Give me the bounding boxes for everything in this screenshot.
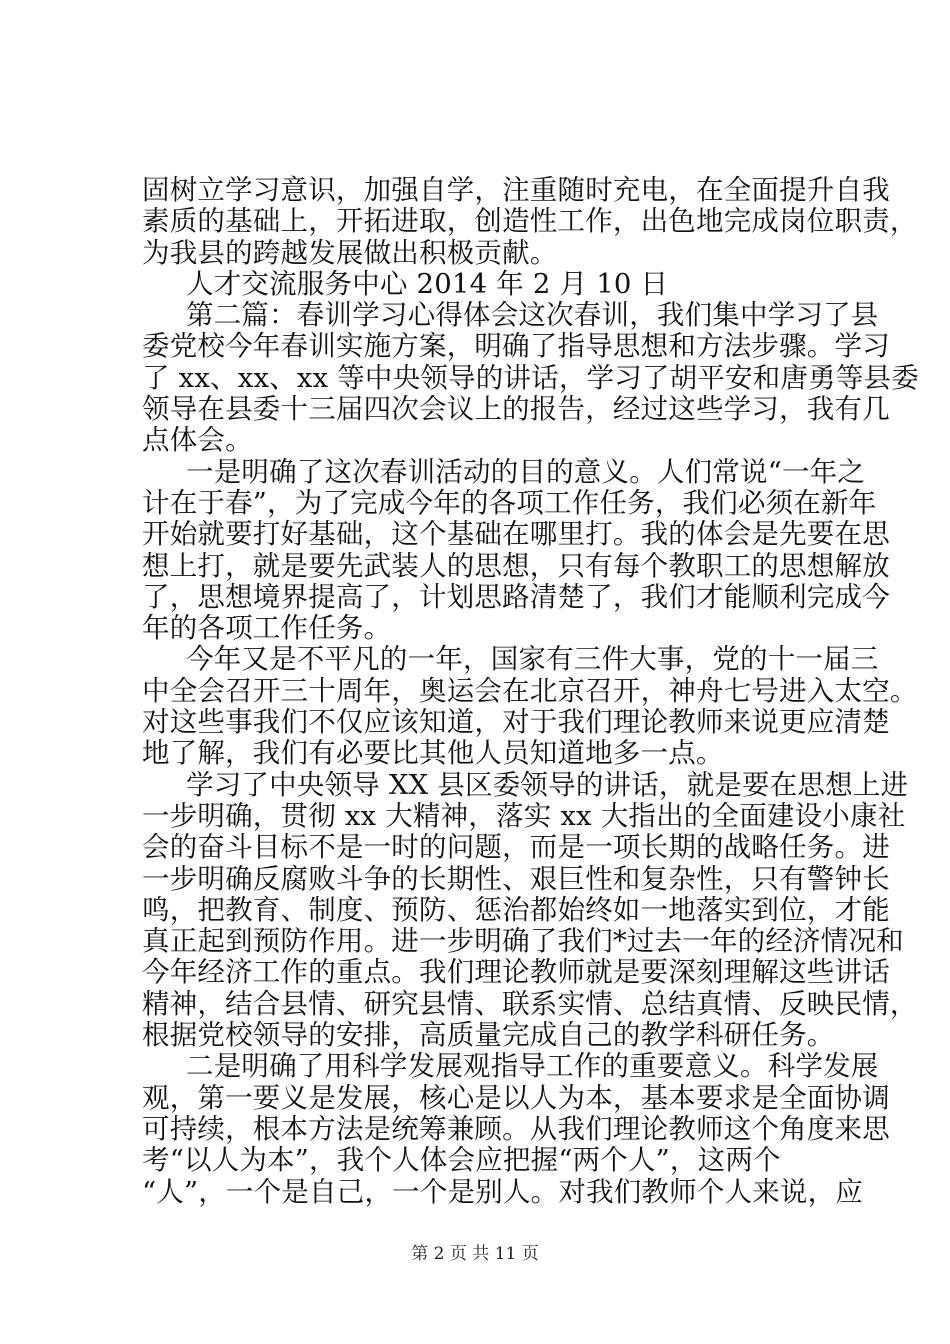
text-line: 想上打，就是要先武装人的思想，只有每个教职工的思想解放 bbox=[142, 549, 890, 582]
text-line: 今年经济工作的重点。我们理论教师就是要深刻理解这些讲话 bbox=[142, 956, 890, 989]
text-line: 人才交流服务中心 2014 年 2 月 10 日 bbox=[186, 267, 669, 300]
text-line: 地了解，我们有必要比其他人员知道地多一点。 bbox=[142, 737, 724, 770]
document-body bbox=[142, 174, 919, 1208]
page-footer: 第 2 页 共 11 页 bbox=[411, 1244, 539, 1264]
text-line: 二是明确了用科学发展观指导工作的重要意义。科学发展 bbox=[186, 1050, 879, 1083]
text-line: 为我县的跨越发展做出积极贡献。 bbox=[142, 236, 558, 269]
text-line: 点体会。 bbox=[142, 424, 253, 457]
text-line: 鸣，把教育、制度、预防、惩治都始终如一地落实到位，才能 bbox=[142, 893, 890, 926]
text-line: 根据党校领导的安排，高质量完成自己的教学科研任务。 bbox=[142, 1019, 835, 1052]
text-line: 固树立学习意识，加强自学，注重随时充电，在全面提升自我 bbox=[142, 174, 890, 206]
text-line: 领导在县委十三届四次会议上的报告，经过这些学习，我有几 bbox=[142, 393, 890, 426]
text-line: 了 xx、xx、xx 等中央领导的讲话，学习了胡平安和唐勇等县委 bbox=[142, 361, 919, 394]
text-line: 计在于春”，为了完成今年的各项工作任务，我们必须在新年 bbox=[142, 486, 877, 519]
text-line: 观，第一要义是发展，核心是以人为本，基本要求是全面协调 bbox=[142, 1081, 890, 1114]
text-line: 一步明确，贯彻 xx 大精神，落实 xx 大指出的全面建设小康社 bbox=[142, 799, 906, 832]
text-line: 精神，结合县情、研究县情、联系实情、总结真情、反映民情， bbox=[142, 987, 918, 1020]
text-line: 了，思想境界提高了，计划思路清楚了，我们才能顺利完成今 bbox=[142, 580, 890, 613]
text-line: “人”，一个是自己，一个是别人。对我们教师个人来说，应 bbox=[142, 1175, 864, 1208]
text-line: 学习了中央领导 XX 县区委领导的讲话，就是要在思想上进 bbox=[186, 768, 909, 801]
text-line: 第二篇：春训学习心得体会这次春训，我们集中学习了县 bbox=[186, 299, 879, 332]
text-line: 素质的基础上，开拓进取，创造性工作，出色地完成岗位职责， bbox=[142, 205, 918, 238]
text-line: 开始就要打好基础，这个基础在哪里打。我的体会是先要在思 bbox=[142, 518, 890, 551]
text-line: 对这些事我们不仅应该知道，对于我们理论教师来说更应清楚 bbox=[142, 706, 890, 739]
text-line: 委党校今年春训实施方案，明确了指导思想和方法步骤。学习 bbox=[142, 330, 890, 363]
text-line: 会的奋斗目标不是一时的问题，而是一项长期的战略任务。进 bbox=[142, 831, 890, 864]
text-line: 可持续，根本方法是统筹兼顾。从我们理论教师这个角度来思 bbox=[142, 1112, 890, 1145]
text-line: 真正起到预防作用。进一步明确了我们*过去一年的经济情况和 bbox=[142, 925, 904, 958]
text-line: 中全会召开三十周年，奥运会在北京召开，神舟七号进入太空。 bbox=[142, 674, 918, 707]
text-line: 今年又是不平凡的一年，国家有三件大事，党的十一届三 bbox=[186, 643, 879, 676]
text-line: 年的各项工作任务。 bbox=[142, 612, 392, 645]
text-line: 一是明确了这次春训活动的目的意义。人们常说“一年之 bbox=[186, 455, 866, 488]
text-line: 一步明确反腐败斗争的长期性、艰巨性和复杂性，只有警钟长 bbox=[142, 862, 890, 895]
text-line: 考“以人为本”，我个人体会应把握“两个人”，这两个 bbox=[142, 1144, 781, 1177]
